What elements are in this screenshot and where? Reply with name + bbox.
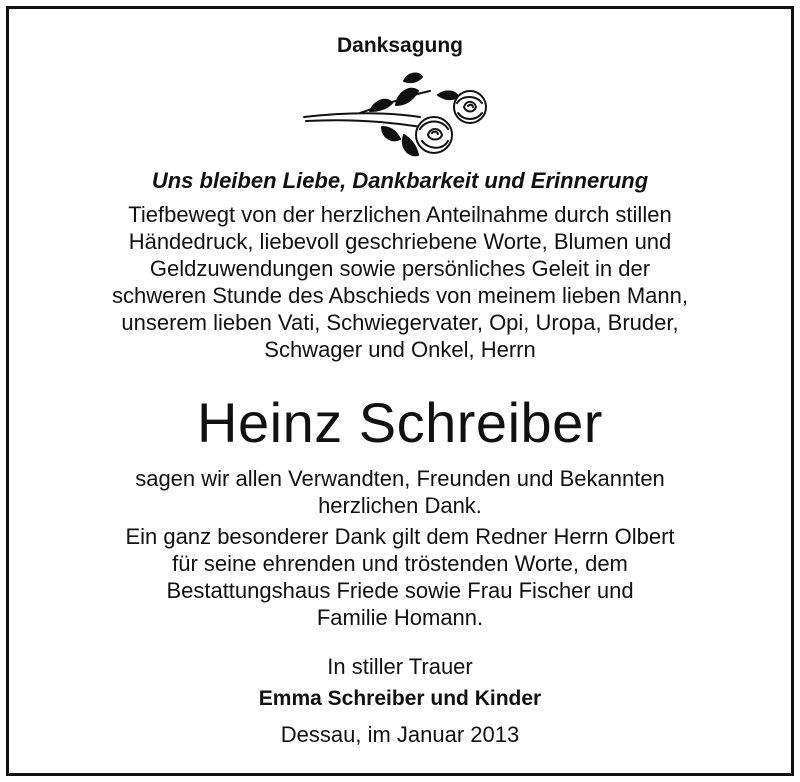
heading: Danksagung <box>336 34 464 57</box>
place-date: Dessau, im Januar 2013 <box>280 722 520 747</box>
rose-illustration <box>9 69 791 165</box>
intro-line: Geldzuwendungen sowie persönliches Geleit in der <box>149 256 651 281</box>
special-thanks-paragraph <box>9 523 791 631</box>
special-thanks-line: für seine ehrenden und tröstenden Worte, dem <box>172 551 628 576</box>
rose-icon <box>300 69 500 165</box>
thanks-line: sagen wir allen Verwandten, Freunden und Bekannten <box>135 466 665 491</box>
mourning-line: In stiller Trauer <box>327 654 473 679</box>
special-thanks-line: Familie Homann. <box>316 605 484 630</box>
intro-line: schweren Stunde des Abschieds von meinem lieben Mann, <box>111 283 688 308</box>
special-thanks-line: Ein ganz besonderer Dank gilt dem Redner Herrn Olbert <box>125 524 675 549</box>
thanks-line: herzlichen Dank. <box>318 493 482 518</box>
thanks-paragraph <box>9 465 791 519</box>
intro-line: unserem lieben Vati, Schwiegervater, Opi, Uropa, Bruder, <box>121 310 679 335</box>
intro-line: Händedruck, liebevoll geschriebene Worte, Blumen und <box>128 229 672 254</box>
intro-line: Schwager und Onkel, Herrn <box>264 337 536 362</box>
motto: Uns bleiben Liebe, Dankbarkeit und Erinnerung <box>151 168 649 193</box>
intro-paragraph <box>9 201 791 363</box>
obituary-card <box>6 6 794 776</box>
deceased-name: Heinz Schreiber <box>197 391 603 454</box>
signature: Emma Schreiber und Kinder <box>258 687 542 710</box>
intro-line: Tiefbewegt von der herzlichen Anteilnahme durch stillen <box>128 202 672 227</box>
special-thanks-line: Bestattungshaus Friede sowie Frau Fischer und <box>166 578 634 603</box>
